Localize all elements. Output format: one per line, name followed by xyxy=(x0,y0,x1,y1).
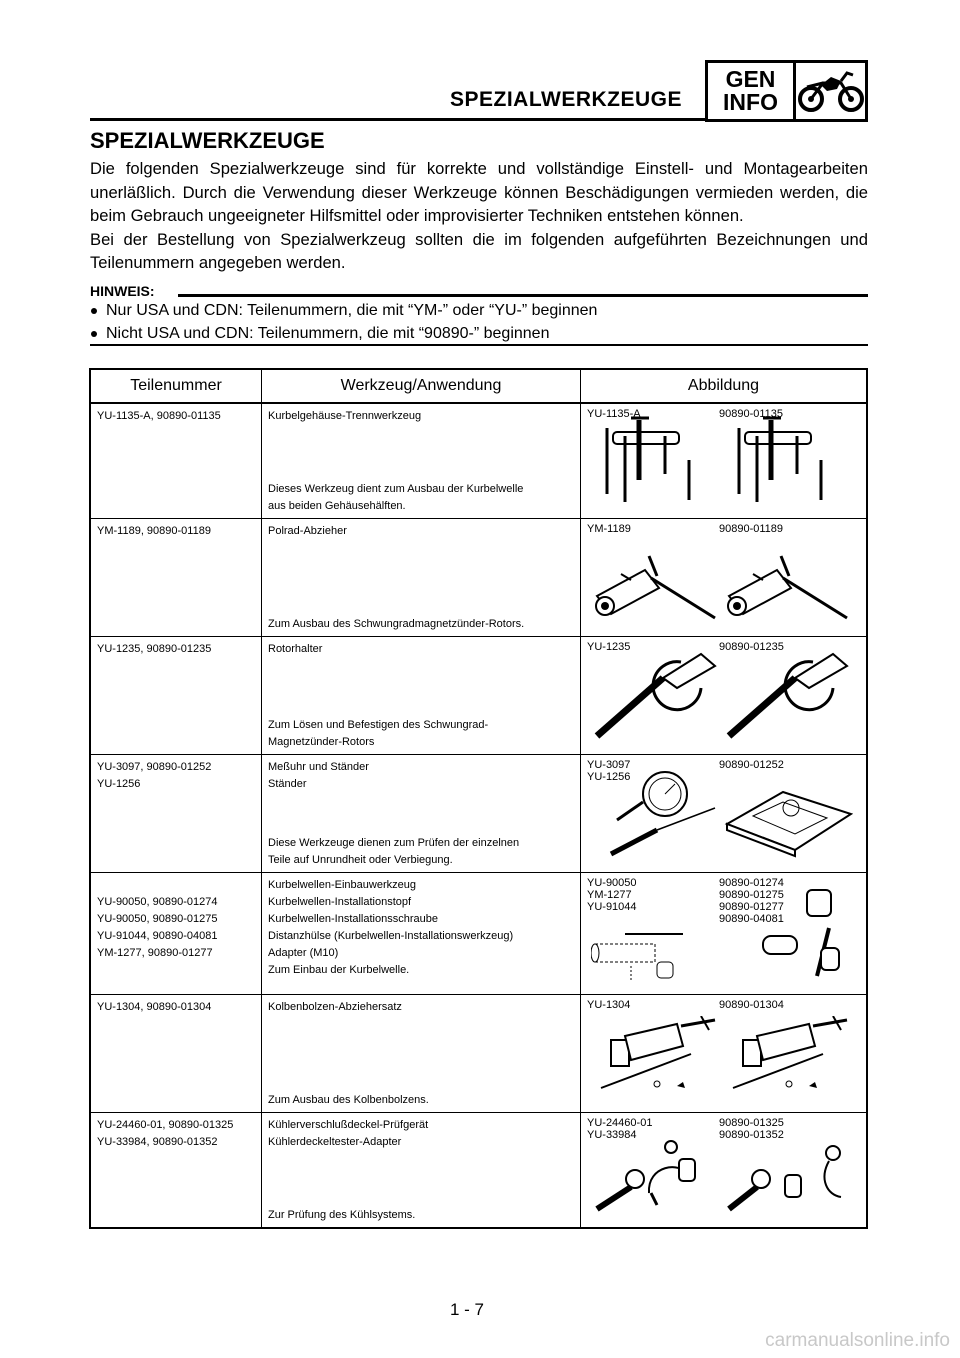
badge-line-2: INFO xyxy=(723,89,778,115)
flywheel-puller-illustration xyxy=(723,536,853,630)
tool-description xyxy=(268,616,524,633)
tool-description xyxy=(268,717,488,751)
illustration-part-number: 90890-01352 xyxy=(719,1129,784,1141)
note-item: Nicht USA und CDN: Teilenummern, die mit “90890-” beginnen xyxy=(90,322,597,345)
part-number: YU-90050, 90890-01274 xyxy=(97,896,218,908)
illustration-us-cell xyxy=(581,995,714,1113)
illustration-part-number: YU-91044 xyxy=(587,901,637,913)
tool-usage-cell xyxy=(262,1113,581,1229)
motorcycle-icon xyxy=(796,63,865,119)
part-number: YU-91044, 90890-04081 xyxy=(97,930,218,942)
intro-paragraph-2: Bei der Bestellung von Spezialwerkzeug sollten die im folgenden aufgeführten Bezeichnungen und Teilenummern angegeben werden. xyxy=(90,229,868,272)
note-list xyxy=(90,299,597,345)
tool-usage-cell xyxy=(262,637,581,755)
tool-name: Rotorhalter xyxy=(268,643,323,655)
intro-paragraph-1: Die folgenden Spezialwerkzeuge sind für korrekte und vollständige Einstell- und Montagearbeiten unerläßlich. Durch die Verwendung dieser Werkzeuge können Beschädigungen vermieden werden, die beim Gebrauch ungeeigneter Hilfsmittel oder improvisierter Techniken entstehen können. xyxy=(90,159,868,225)
illustration-us-cell xyxy=(581,1113,714,1229)
tool-name: Kurbelgehäuse-Trennwerkzeug xyxy=(268,410,422,422)
part-number-cell xyxy=(90,755,262,873)
tool-name: Polrad-Abzieher xyxy=(268,525,347,537)
tools-table xyxy=(89,368,868,1229)
crankshaft-installer-illustration xyxy=(591,924,701,988)
illustration-part-number: 90890-01274 xyxy=(719,877,784,889)
part-number-cell xyxy=(90,403,262,519)
part-number: YU-24460-01, 90890-01325 xyxy=(97,1119,234,1131)
illustration-us-cell xyxy=(581,873,714,995)
illustration-part-number: YM-1277 xyxy=(587,889,632,901)
illustration-eu-label xyxy=(719,523,783,535)
tool-usage-cell xyxy=(262,519,581,637)
note-end-rule xyxy=(90,344,868,346)
tool-name: Kurbelwellen-Einbauwerkzeug xyxy=(268,879,416,891)
note-label: HINWEIS: xyxy=(90,283,155,299)
part-number: YM-1277, 90890-01277 xyxy=(97,947,213,959)
table-row xyxy=(90,995,867,1113)
tool-name: Adapter (M10) xyxy=(268,947,339,959)
illustration-eu-cell xyxy=(713,755,867,873)
tool-usage-cell xyxy=(262,403,581,519)
part-number-cell xyxy=(90,873,262,995)
crankcase-separator-illustration xyxy=(723,414,833,512)
illustration-part-number: 90890-01252 xyxy=(719,759,784,771)
tool-name: Kurbelwellen-Installationsschraube xyxy=(268,913,438,925)
illustration-us-cell xyxy=(581,637,714,755)
part-number: YU-1135-A, 90890-01135 xyxy=(97,410,221,422)
column-header-tool-usage: Werkzeug/Anwendung xyxy=(262,369,581,403)
part-number: YU-90050, 90890-01275 xyxy=(97,913,218,925)
intro-text xyxy=(90,157,868,275)
illustration-us-cell xyxy=(581,755,714,873)
part-number: YU-1256 xyxy=(97,778,141,790)
table-row xyxy=(90,637,867,755)
page-number: 1 - 7 xyxy=(450,1300,485,1319)
tool-name: Meßuhr und Ständer xyxy=(268,761,369,773)
part-number-cell xyxy=(90,1113,262,1229)
table-header-row xyxy=(90,369,867,403)
part-number xyxy=(97,877,255,894)
tool-description-line: Zum Ausbau des Schwungradmagnetzünder-Rotors. xyxy=(268,618,525,630)
piston-pin-puller-illustration xyxy=(591,1016,721,1106)
tool-usage-cell xyxy=(262,873,581,995)
part-number: YM-1189, 90890-01189 xyxy=(97,525,211,537)
tool-description xyxy=(268,481,523,515)
illustration-us-cell xyxy=(581,403,714,519)
table-row xyxy=(90,755,867,873)
column-header-illustration: Abbildung xyxy=(581,369,868,403)
column-header-part-number: Teilenummer xyxy=(90,369,262,403)
part-number: YU-1304, 90890-01304 xyxy=(97,1001,212,1013)
badge-line-1: GEN xyxy=(725,66,776,92)
tool-description xyxy=(268,1207,415,1224)
header-title: SPEZIALWERKZEUGE xyxy=(450,88,683,111)
illustration-part-number: YU-24460-01 xyxy=(587,1117,653,1129)
part-number: YU-1235, 90890-01235 xyxy=(97,643,212,655)
illustration-eu-cell xyxy=(713,403,867,519)
radiator-cap-tester-illustration xyxy=(591,1135,721,1221)
tool-description-line: Zur Prüfung des Kühlsystems. xyxy=(268,1209,416,1221)
illustration-part-number: YU-1135-A xyxy=(587,408,641,420)
section-badge xyxy=(705,60,868,122)
illustration-us-label xyxy=(587,999,630,1011)
piston-pin-puller-illustration xyxy=(723,1016,853,1106)
tool-description-line: Zum Ausbau des Kolbenbolzens. xyxy=(268,1094,429,1106)
illustration-us-label xyxy=(587,523,631,535)
illustration-eu-label xyxy=(719,999,784,1011)
tool-description-line: Magnetzünder-Rotors xyxy=(268,736,375,748)
tool-description-line: Diese Werkzeuge dienen zum Prüfen der einzelnen xyxy=(268,837,520,849)
tool-name: Ständer xyxy=(268,778,307,790)
illustration-part-number: YU-1304 xyxy=(587,999,631,1011)
radiator-cap-adapter-illustration xyxy=(723,1135,853,1221)
flywheel-puller-illustration xyxy=(591,536,721,630)
note-rule xyxy=(178,294,868,297)
tool-usage-cell xyxy=(262,995,581,1113)
illustration-part-number: YU-90050 xyxy=(587,877,637,889)
table-body xyxy=(90,403,867,1228)
tool-description-line: Dieses Werkzeug dient zum Ausbau der Kurbelwelle xyxy=(268,483,524,495)
tool-description-line: Zum Lösen und Befestigen des Schwungrad- xyxy=(268,719,489,731)
illustration-part-number: 90890-01304 xyxy=(719,999,784,1011)
illustration-eu-cell xyxy=(713,637,867,755)
tool-description-line: Teile auf Unrundheit oder Verbiegung. xyxy=(268,854,453,866)
illustration-part-number: 90890-01277 xyxy=(719,901,784,913)
rotor-holder-illustration xyxy=(723,648,853,748)
part-number-cell xyxy=(90,637,262,755)
illustration-part-number: 90890-01325 xyxy=(719,1117,784,1129)
dial-gauge-illustration xyxy=(591,768,721,866)
illustration-us-label xyxy=(587,877,637,913)
table-row xyxy=(90,1113,867,1229)
illustration-us-cell xyxy=(581,519,714,637)
illustration-part-number: 90890-01135 xyxy=(719,408,784,420)
part-number-cell xyxy=(90,519,262,637)
illustration-eu-cell xyxy=(713,519,867,637)
table-row xyxy=(90,873,867,995)
illustration-part-number: YU-1235 xyxy=(587,641,631,653)
illustration-part-number: 90890-04081 xyxy=(719,913,784,925)
note-item: Nur USA und CDN: Teilenummern, die mit “YM-” oder “YU-” beginnen xyxy=(90,299,597,322)
part-number-cell xyxy=(90,995,262,1113)
illustration-part-number: 90890-01235 xyxy=(719,641,784,653)
tool-name: Distanzhülse (Kurbelwellen-Installationswerkzeug) xyxy=(268,930,514,942)
tool-usage-cell xyxy=(262,755,581,873)
badge-text xyxy=(708,63,796,119)
tool-description xyxy=(268,1092,429,1109)
illustration-part-number: YU-1256 xyxy=(587,771,631,783)
illustration-eu-cell xyxy=(713,995,867,1113)
dial-gauge-case-illustration xyxy=(723,768,853,866)
rotor-holder-illustration xyxy=(591,648,721,748)
crankshaft-installer-eu-illustration xyxy=(723,882,843,988)
part-number: YU-33984, 90890-01352 xyxy=(97,1136,218,1148)
crankcase-separator-illustration xyxy=(591,414,701,512)
illustration-part-number: YU-3097 xyxy=(587,759,631,771)
tool-name: Kühlerdeckeltester-Adapter xyxy=(268,1136,402,1148)
illustration-eu-cell xyxy=(713,1113,867,1229)
table-row xyxy=(90,403,867,519)
tool-name: Kolbenbolzen-Abziehersatz xyxy=(268,1001,402,1013)
illustration-part-number: YU-33984 xyxy=(587,1129,637,1141)
header-rule xyxy=(90,118,706,121)
tool-description xyxy=(268,835,519,869)
tool-name: Kühlerverschlußdeckel-Prüfgerät xyxy=(268,1119,429,1131)
tool-description-line: aus beiden Gehäusehälften. xyxy=(268,500,406,512)
part-number: YU-3097, 90890-01252 xyxy=(97,761,212,773)
illustration-part-number: YM-1189 xyxy=(587,523,631,535)
illustration-part-number: 90890-01275 xyxy=(719,889,784,901)
table-row xyxy=(90,519,867,637)
watermark: carmanualsonline.info xyxy=(765,1330,950,1351)
tool-name: Kurbelwellen-Installationstopf xyxy=(268,896,412,908)
illustration-eu-cell xyxy=(713,873,867,995)
tool-name: Zum Einbau der Kurbelwelle. xyxy=(268,964,410,976)
illustration-part-number: 90890-01189 xyxy=(719,523,784,535)
section-title: SPEZIALWERKZEUGE xyxy=(90,128,325,153)
